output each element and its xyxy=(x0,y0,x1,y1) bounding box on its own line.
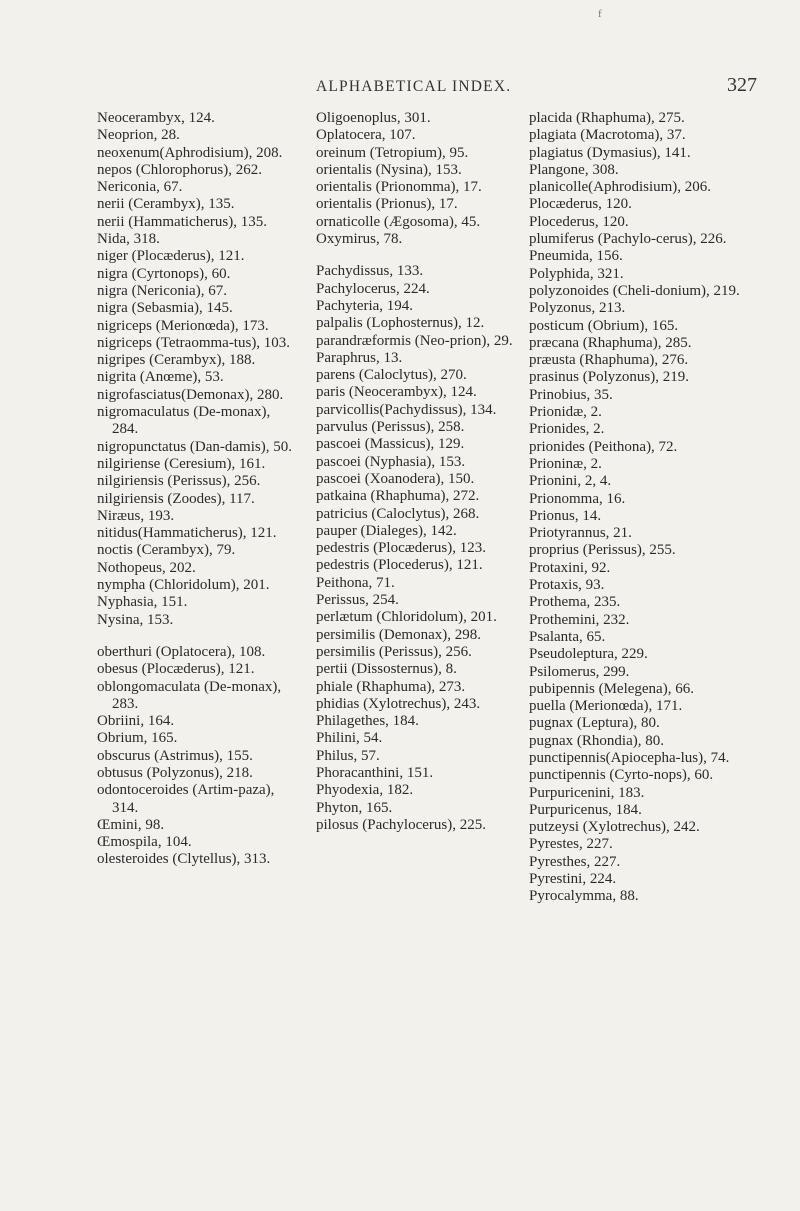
index-entry: niger (Plocæderus), 121. xyxy=(97,248,245,265)
index-entry: nerii (Hammaticherus), 135. xyxy=(97,213,267,230)
index-entry: punctipennis(Apiocepha-lus), 74. xyxy=(529,749,730,766)
index-entry: Pyrocalymma, 88. xyxy=(529,888,639,905)
index-entry: Prionus, 14. xyxy=(529,507,602,524)
index-entry: Priotyrannus, 21. xyxy=(529,525,632,542)
index-entry: Nida, 318. xyxy=(97,231,160,248)
index-entry: Pachyteria, 194. xyxy=(316,297,414,314)
index-entry: phiale (Rhaphuma), 273. xyxy=(316,678,466,695)
index-entry: Prionides, 2. xyxy=(529,421,605,438)
index-entry: plagiata (Macrotoma), 37. xyxy=(529,127,686,144)
index-entry: Psilomerus, 299. xyxy=(529,663,630,680)
letter-group-gap xyxy=(97,629,297,644)
letter-group-gap xyxy=(316,248,521,263)
index-entry: nigriceps (Tetraomma-tus), 103. xyxy=(97,334,291,351)
index-entry: nigripes (Cerambyx), 188. xyxy=(97,352,256,369)
index-entry: noctis (Cerambyx), 79. xyxy=(97,542,236,559)
index-entry: parandræformis (Neo-prion), 29. xyxy=(316,332,513,349)
index-entry: perlætum (Chloridolum), 201. xyxy=(316,609,497,626)
index-entry: planicolle(Aphrodisium), 206. xyxy=(529,179,712,196)
index-entry: nitidus(Hammaticherus), 121. xyxy=(97,525,277,542)
index-entry: oblongomaculata (De-monax), 283. xyxy=(97,678,282,712)
index-entry: Peithona, 71. xyxy=(316,574,395,591)
index-entry: Nericonia, 67. xyxy=(97,179,183,196)
index-entry: pertii (Dissosternus), 8. xyxy=(316,661,457,678)
index-entry: pugnax (Leptura), 80. xyxy=(529,715,660,732)
index-entry: obtusus (Polyzonus), 218. xyxy=(97,764,253,781)
index-entry: Phyodexia, 182. xyxy=(316,782,414,799)
index-entry: Prothema, 235. xyxy=(529,594,621,611)
index-entry: plumiferus (Pachylo-cerus), 226. xyxy=(529,231,727,248)
index-entry: parens (Caloclytus), 270. xyxy=(316,367,467,384)
index-entry: Pachydissus, 133. xyxy=(316,263,424,280)
index-entry: nigrofasciatus(Demonax), 280. xyxy=(97,386,284,403)
index-entry: Neocerambyx, 124. xyxy=(97,110,215,126)
index-entry: pauper (Dialeges), 142. xyxy=(316,522,457,539)
index-entry: olesteroides (Clytellus), 313. xyxy=(97,851,271,868)
index-entry: nigra (Sebasmia), 145. xyxy=(97,300,233,317)
index-entry: præcana (Rhaphuma), 285. xyxy=(529,334,692,351)
index-entry: nilgiriensis (Perissus), 256. xyxy=(97,473,261,490)
index-entry: Pyrestes, 227. xyxy=(529,836,613,853)
index-entry: Prionomma, 16. xyxy=(529,490,626,507)
index-entry: nigrita (Anœme), 53. xyxy=(97,369,224,386)
index-entry: Œmospila, 104. xyxy=(97,834,192,851)
index-entry: punctipennis (Cyrto-nops), 60. xyxy=(529,767,714,784)
index-entry: Prionidæ, 2. xyxy=(529,404,602,421)
index-entry: phidias (Xylotrechus), 243. xyxy=(316,695,481,712)
index-entry: nigropunctatus (Dan-damis), 50. xyxy=(97,438,292,455)
index-entry: Plocæderus, 120. xyxy=(529,196,632,213)
index-entry: orientalis (Prionomma), 17. xyxy=(316,179,482,196)
index-entry: pascoei (Xoanodera), 150. xyxy=(316,470,475,487)
index-entry: Nothopeus, 202. xyxy=(97,559,196,576)
index-entry: nerii (Cerambyx), 135. xyxy=(97,196,235,213)
index-entry: parvulus (Perissus), 258. xyxy=(316,419,465,436)
index-entry: oreinum (Tetropium), 95. xyxy=(316,144,469,161)
index-entry: pilosus (Pachylocerus), 225. xyxy=(316,816,486,833)
index-entry: Perissus, 254. xyxy=(316,592,399,609)
index-entry: putzeysi (Xylotrechus), 242. xyxy=(529,819,700,836)
index-entry: ornaticolle (Ægosoma), 45. xyxy=(316,213,481,230)
index-entry: plagiatus (Dymasius), 141. xyxy=(529,144,691,161)
index-entry: Pneumida, 156. xyxy=(529,248,623,265)
index-entry: prasinus (Polyzonus), 219. xyxy=(529,369,689,386)
index-entry: Philus, 57. xyxy=(316,747,380,764)
index-entry: Nysina, 153. xyxy=(97,611,174,628)
index-entry: nigra (Cyrtonops), 60. xyxy=(97,265,231,282)
index-entry: Prionini, 2, 4. xyxy=(529,473,612,490)
index-entry: parvicollis(Pachydissus), 134. xyxy=(316,401,497,418)
index-entry: Purpuricenini, 183. xyxy=(529,784,645,801)
index-entry: obesus (Plocæderus), 121. xyxy=(97,661,255,678)
index-entry: Prinobius, 35. xyxy=(529,386,613,403)
index-entry: patkaina (Rhaphuma), 272. xyxy=(316,488,480,505)
index-entry: Obriini, 164. xyxy=(97,713,175,730)
index-entry: obscurus (Astrimus), 155. xyxy=(97,747,253,764)
index-entry: Plangone, 308. xyxy=(529,161,619,178)
index-entry: Paraphrus, 13. xyxy=(316,349,403,366)
index-entry: Pyresthes, 227. xyxy=(529,853,621,870)
index-entry: nigriceps (Merionœda), 173. xyxy=(97,317,269,334)
index-entry: Philini, 54. xyxy=(316,730,383,747)
index-entry: prionides (Peithona), 72. xyxy=(529,438,678,455)
index-entry: Niræus, 193. xyxy=(97,507,175,524)
index-entry: nigra (Nericonia), 67. xyxy=(97,282,227,299)
index-entry: pubipennis (Melegena), 66. xyxy=(529,680,694,697)
index-column-1 xyxy=(97,110,297,869)
index-entry: Protaxis, 93. xyxy=(529,577,605,594)
index-entry: paris (Neocerambyx), 124. xyxy=(316,384,477,401)
index-entry: oberthuri (Oplatocera), 108. xyxy=(97,643,266,660)
index-entry: polyzonoides (Cheli-donium), 219. xyxy=(529,282,740,299)
index-entry: Phyton, 165. xyxy=(316,799,393,816)
index-entry: orientalis (Nysina), 153. xyxy=(316,161,462,178)
index-entry: Pseudoleptura, 229. xyxy=(529,646,648,663)
index-entry: puella (Merionœda), 171. xyxy=(529,698,683,715)
index-entry: Nyphasia, 151. xyxy=(97,594,188,611)
index-entry: Prothemini, 232. xyxy=(529,611,630,628)
index-entry: Œmini, 98. xyxy=(97,816,165,833)
index-entry: Protaxini, 92. xyxy=(529,559,611,576)
index-entry: Obrium, 165. xyxy=(97,730,178,747)
index-entry: nympha (Chloridolum), 201. xyxy=(97,577,270,594)
index-entry: Plocederus, 120. xyxy=(529,213,629,230)
margin-mark: f xyxy=(598,8,602,20)
index-entry: Psalanta, 65. xyxy=(529,628,606,645)
index-entry: patricius (Caloclytus), 268. xyxy=(316,505,480,522)
index-column-2 xyxy=(316,110,521,834)
index-entry: proprius (Perissus), 255. xyxy=(529,542,676,559)
index-entry: Oxymirus, 78. xyxy=(316,231,403,248)
index-entry: pedestris (Plocederus), 121. xyxy=(316,557,483,574)
index-entry: Pyrestini, 224. xyxy=(529,871,617,888)
index-entry: nilgiriense (Ceresium), 161. xyxy=(97,455,266,472)
index-entry: Phoracanthini, 151. xyxy=(316,764,434,781)
index-entry: nilgiriensis (Zoodes), 117. xyxy=(97,490,255,507)
index-entry: præusta (Rhaphuma), 276. xyxy=(529,352,689,369)
index-entry: neoxenum(Aphrodisium), 208. xyxy=(97,144,283,161)
index-entry: palpalis (Lophosternus), 12. xyxy=(316,315,485,332)
index-entry: Prioninæ, 2. xyxy=(529,455,602,472)
index-entry: nepos (Chlorophorus), 262. xyxy=(97,161,262,178)
index-entry: persimilis (Perissus), 256. xyxy=(316,643,472,660)
index-entry: Philagethes, 184. xyxy=(316,713,419,730)
index-entry: Polyphida, 321. xyxy=(529,265,624,282)
index-entry: odontoceroides (Artim-paza), 314. xyxy=(97,782,275,816)
index-entry: Oplatocera, 107. xyxy=(316,127,416,144)
index-entry: Purpuricenus, 184. xyxy=(529,801,642,818)
index-entry: orientalis (Prionus), 17. xyxy=(316,196,458,213)
index-column-3 xyxy=(529,110,744,906)
index-entry: pascoei (Massicus), 129. xyxy=(316,436,465,453)
index-entry: Oligoenoplus, 301. xyxy=(316,110,431,126)
index-entry: pedestris (Plocæderus), 123. xyxy=(316,540,486,557)
index-entry: Polyzonus, 213. xyxy=(529,300,626,317)
index-entry: Neoprion, 28. xyxy=(97,127,180,144)
index-entry: pugnax (Rhondia), 80. xyxy=(529,732,664,749)
index-entry: pascoei (Nyphasia), 153. xyxy=(316,453,466,470)
index-entry: persimilis (Demonax), 298. xyxy=(316,626,481,643)
running-title: ALPHABETICAL INDEX. xyxy=(316,78,512,95)
index-entry: nigromaculatus (De-monax), 284. xyxy=(97,404,271,438)
index-entry: placida (Rhaphuma), 275. xyxy=(529,110,685,126)
index-entry: posticum (Obrium), 165. xyxy=(529,317,679,334)
index-entry: Pachylocerus, 224. xyxy=(316,280,430,297)
page-header xyxy=(0,70,800,102)
page-number: 327 xyxy=(727,74,757,96)
